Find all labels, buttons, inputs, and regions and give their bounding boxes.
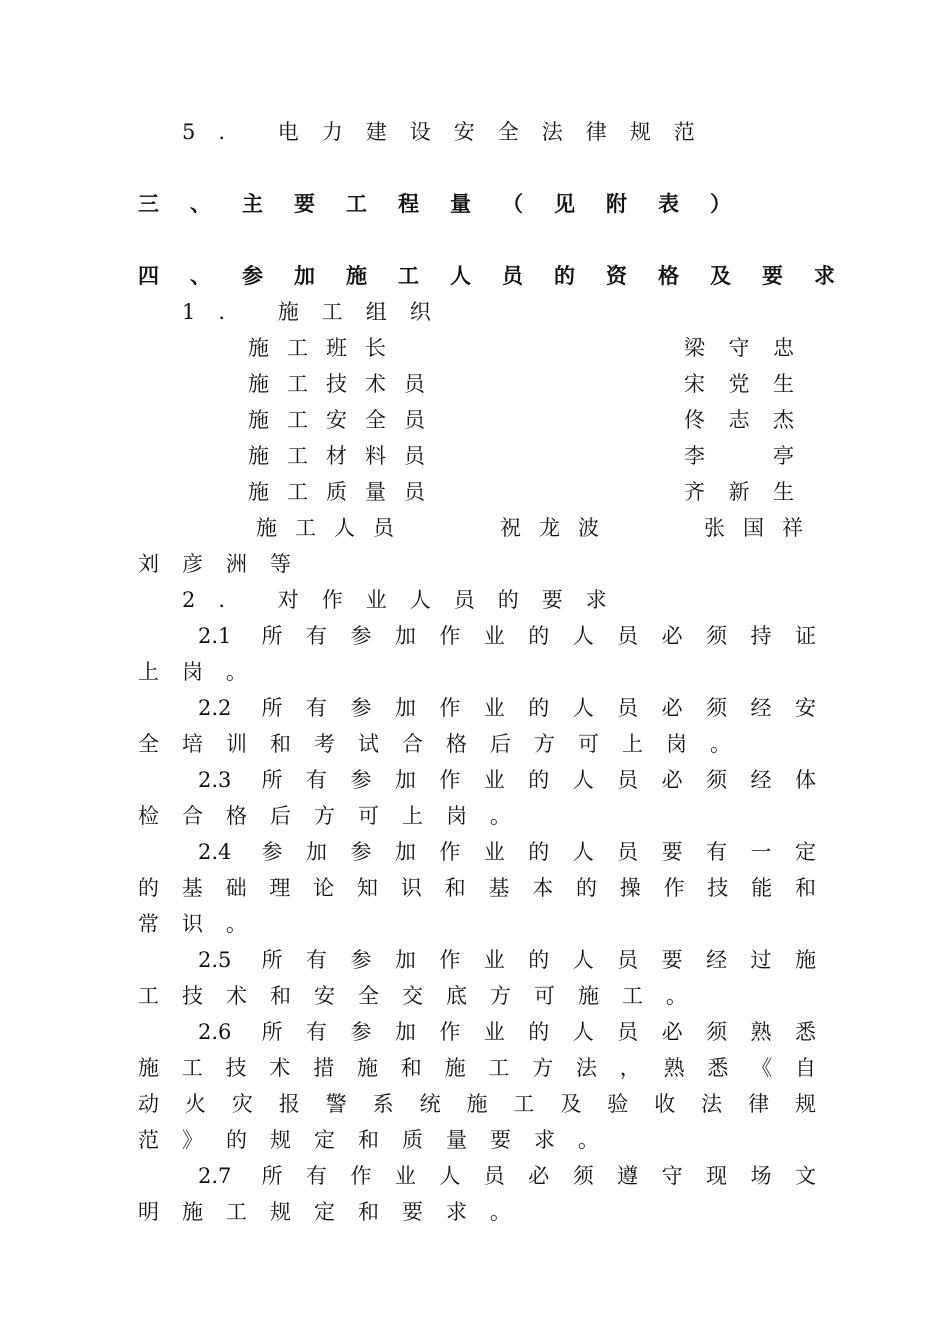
role-name: 佟志杰 [684,408,794,432]
requirement-line: 检合格后方可上岗。 [138,804,534,828]
role-label: 施工质量员 [248,480,443,504]
section-4-heading: 四、参加施工人员的资格及要求 [138,263,866,288]
requirement-line: 2.3 所有参加作业的人员必须经体 [198,768,816,792]
requirement-line: 范》的规定和质量要求。 [138,1128,622,1152]
item-5: 5. 电力建设安全法律规范 [182,120,718,144]
staff-continuation: 刘彦洲等 [138,552,314,576]
requirement-line: 明施工规定和要求。 [138,1200,534,1224]
requirement-line: 动火灾报警系统施工及验收法律规 [138,1092,816,1116]
requirement-line: 工技术和安全交底方可施工。 [138,984,710,1008]
role-name: 梁守忠 [684,336,794,360]
requirement-line: 2.2 所有参加作业的人员必须经安 [198,696,816,720]
role-name: 齐新生 [684,480,794,504]
requirement-line: 2.5 所有参加作业的人员要经过施 [198,948,816,972]
requirement-line: 2.4 参加参加作业的人员要有一定 [198,840,816,864]
requirement-line: 上岗。 [138,660,270,684]
role-label: 施工班长 [248,336,404,360]
role-label: 施工安全员 [248,408,443,432]
requirement-line: 常识。 [138,912,270,936]
staff-name: 张国祥 [704,516,821,540]
staff-label: 施工人员 [256,516,412,540]
requirement-line: 2.1 所有参加作业的人员必须持证 [198,624,816,648]
role-label: 施工技术员 [248,372,443,396]
role-name: 宋党生 [684,372,794,396]
requirement-line: 2.6 所有参加作业的人员必须熟悉 [198,1020,816,1044]
subsection-1-heading: 1. 施工组织 [182,300,454,324]
requirement-line: 2.7 所有作业人员必须遵守现场文 [198,1164,816,1188]
requirement-line: 的基础理论知识和基本的操作技能和 [138,876,816,900]
subsection-2-heading: 2. 对作业人员的要求 [182,588,630,612]
staff-name: 祝龙波 [500,516,617,540]
role-name: 李 亭 [684,444,794,468]
staff-line [256,510,821,546]
section-3-heading: 三、主要工程量（见附表） [138,191,762,216]
requirement-line: 施工技术措施和施工方法，熟悉《自 [138,1056,816,1080]
requirement-line: 全培训和考试合格后方可上岗。 [138,732,754,756]
role-label: 施工材料员 [248,444,443,468]
